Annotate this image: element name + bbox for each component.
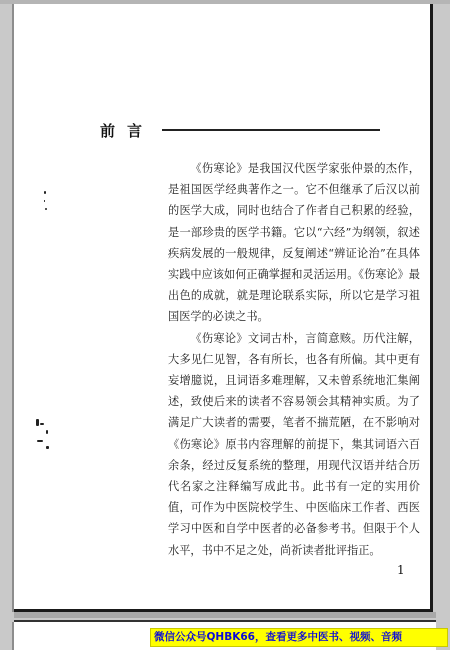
scan-speck bbox=[44, 200, 45, 202]
preface-body bbox=[168, 158, 420, 561]
paragraph-1: 《伤寒论》是我国汉代医学家张仲景的杰作，是祖国医学经典著作之一。它不但继承了后汉以前的医学大成，同时也结合了作者自己积累的经验，是一部珍贵的医学书籍。它以“六经”为纲领，叙述疾病发展的一般规律，反复阐述“辨证论治”在具体实践中应该如何正确掌握和灵活运用。《伤寒论》最出色的成就，就是理论联系实际，所以它是学习祖国医学的必读之书。 bbox=[168, 162, 420, 324]
scan-speck bbox=[46, 430, 48, 434]
page-number: 1 bbox=[397, 563, 405, 577]
watermark-banner: 微信公众号QHBK66，查看更多中医书、视频、音频 bbox=[150, 628, 448, 647]
scan-speck bbox=[40, 423, 44, 425]
scan-speck bbox=[45, 208, 47, 210]
heading-rule bbox=[162, 129, 380, 131]
heading-row bbox=[100, 120, 380, 140]
scan-speck bbox=[46, 446, 49, 449]
page-gutter bbox=[14, 612, 436, 618]
scan-speck bbox=[36, 419, 39, 426]
paragraph-2: 《伤寒论》文词古朴，言简意赅。历代注解，大多见仁见智，各有所长，也各有所偏。其中更有妄增臆说，且词语多难理解，又未曾系统地汇集阐述，致使后来的读者不容易领会其精神实质。为了满足广大读者的需要，笔者不揣荒陋，在不影响对《伤寒论》原书内容理解的前提下，集其词语六百余条，经过反复系统的整理，用现代汉语并结合历代名家之注释编写成此书。此书有一定的实用价值，可作为中医院校学生、中医临床工作者、西医学习中医和自学中医者的必备参考书。但限于个人水平，书中不足之处，尚祈读者批评指正。 bbox=[168, 331, 420, 557]
scan-speck bbox=[44, 191, 46, 194]
page-title: 前言 bbox=[100, 122, 155, 140]
scan-speck bbox=[37, 440, 43, 442]
